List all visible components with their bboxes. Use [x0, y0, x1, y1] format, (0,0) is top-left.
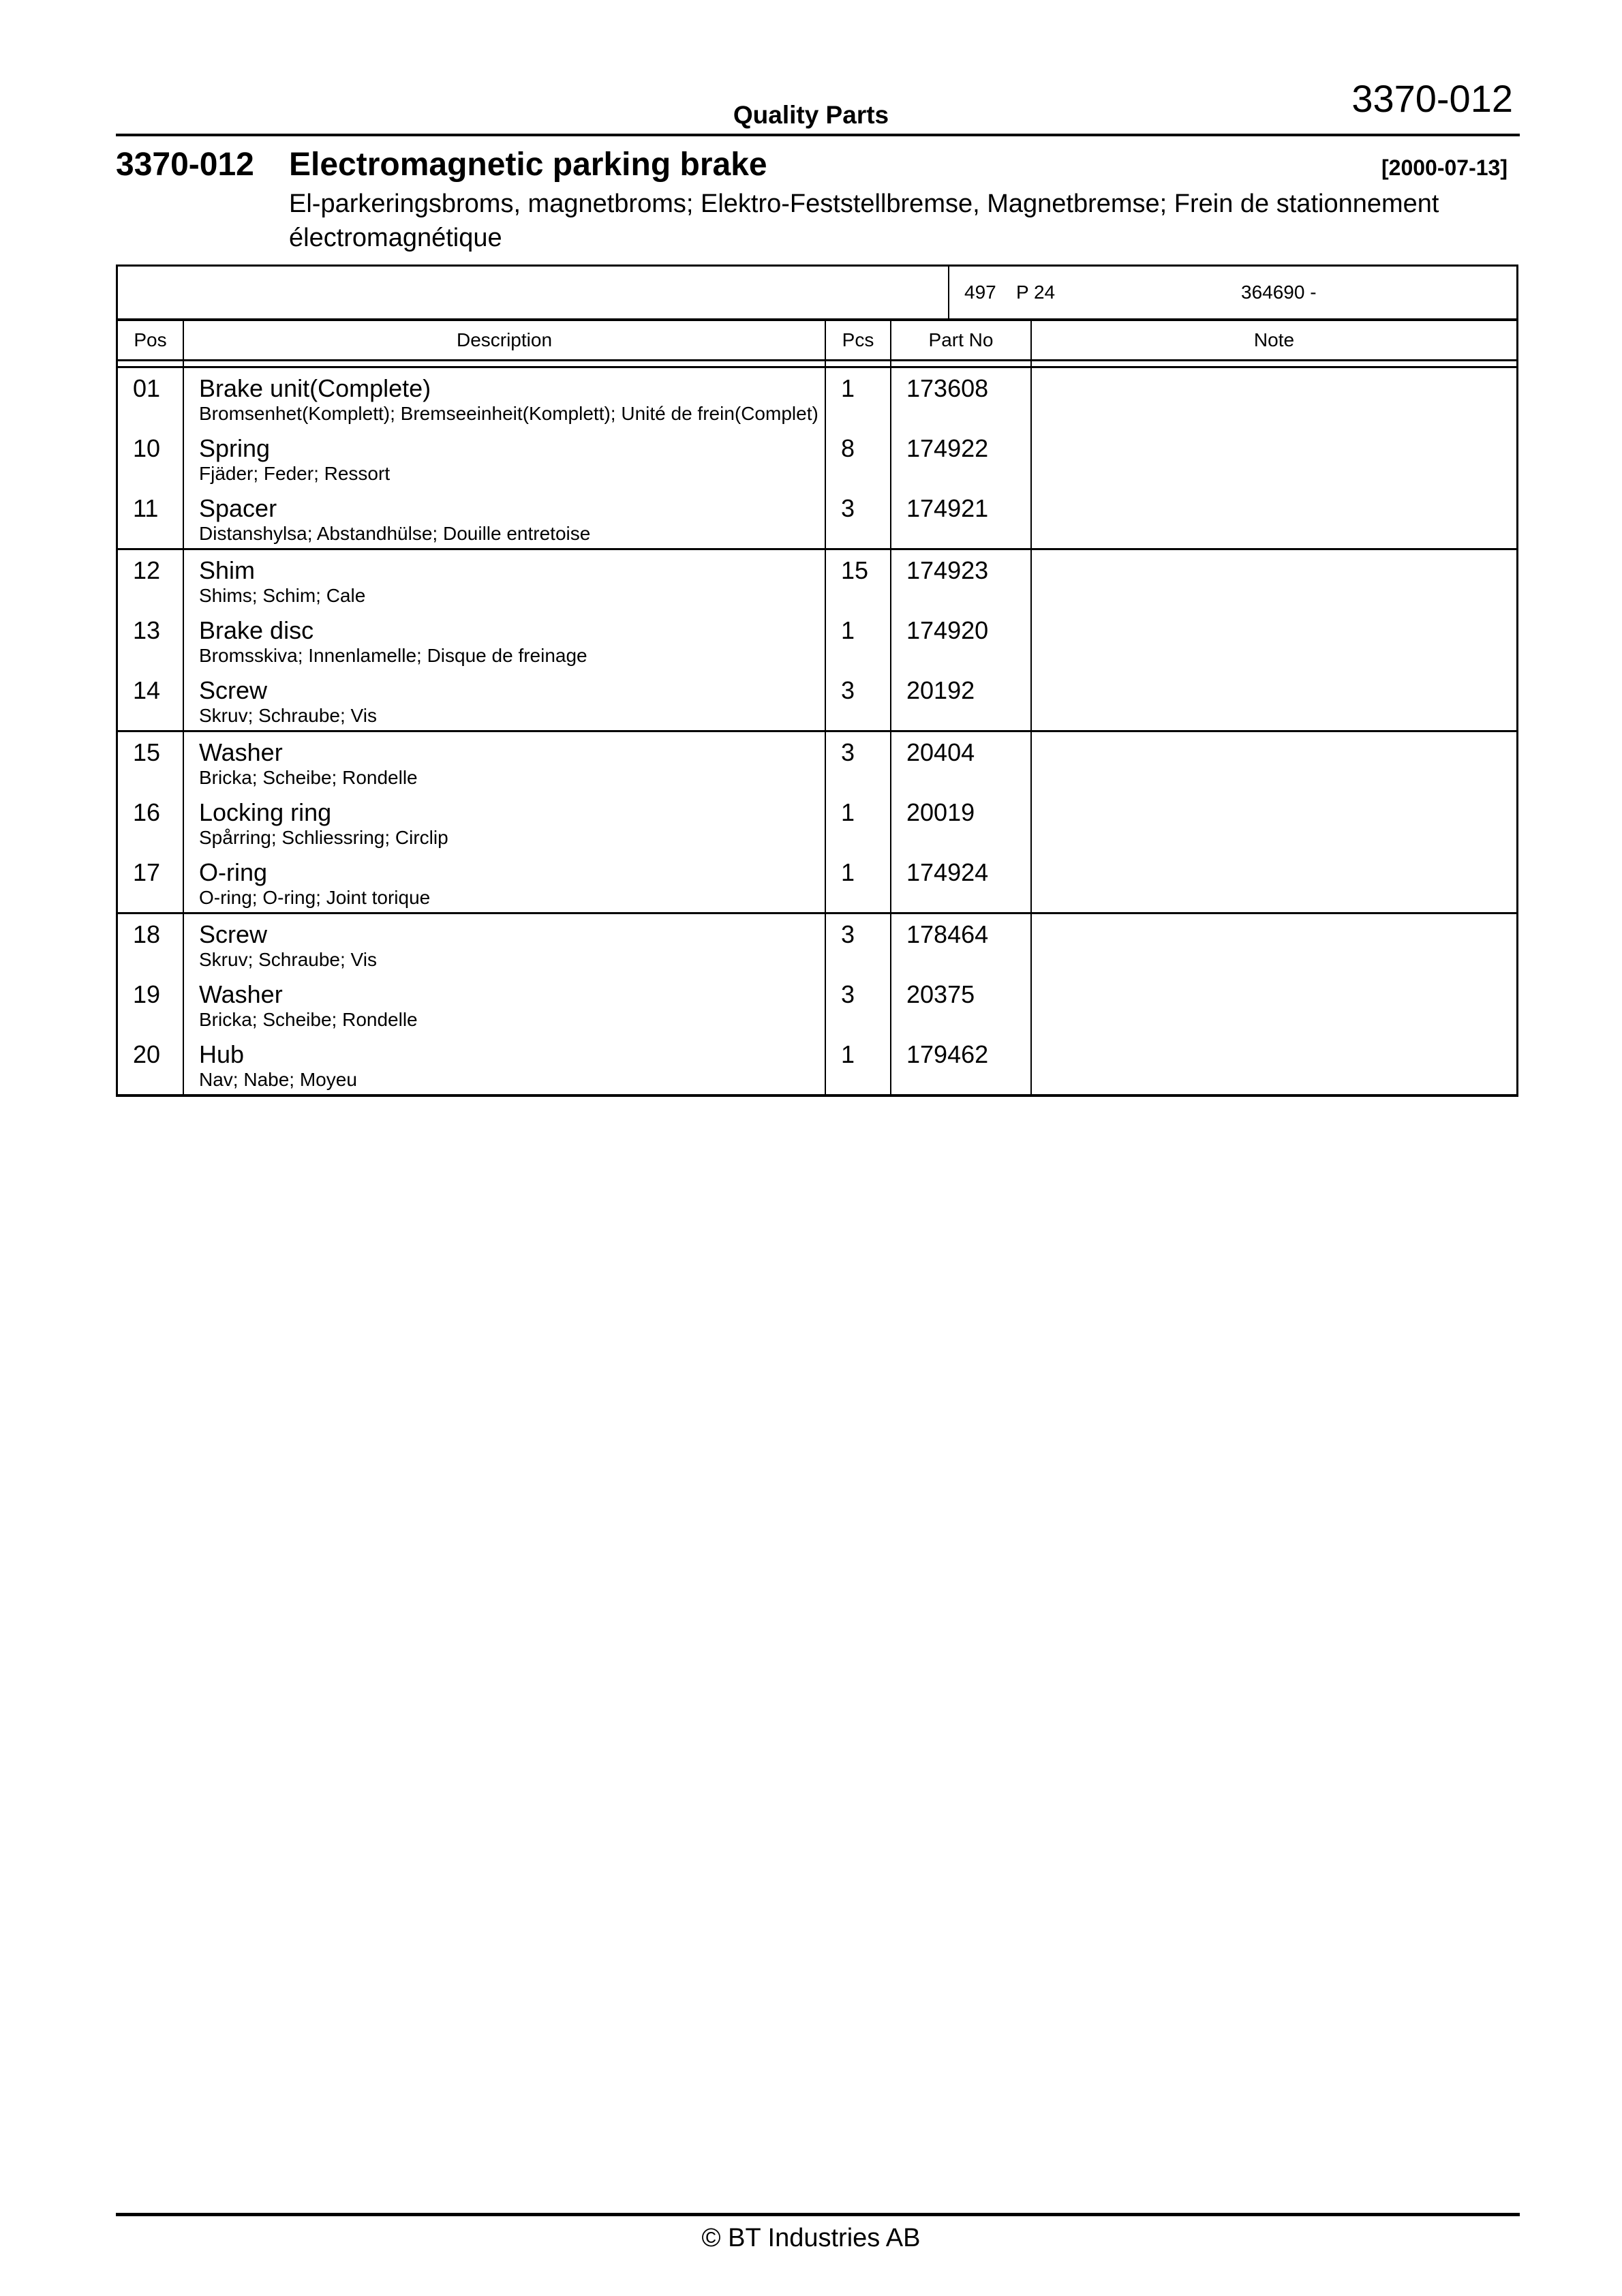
- item-pcs: 3: [841, 980, 855, 1008]
- cell-pos: [118, 550, 184, 730]
- pad: [841, 950, 890, 974]
- item-name: Spacer: [199, 494, 277, 522]
- pad: [841, 1010, 890, 1034]
- cell-part: [891, 368, 1032, 548]
- pad: [1032, 586, 1516, 610]
- item-name: Brake unit(Complete): [199, 374, 431, 402]
- item-name: Washer: [199, 738, 283, 766]
- section-subtitle-translations: El-parkeringsbroms, magnetbroms; Elektro-Feststellbremse, Magnetbremse; Frein de stationnement électromagnétique: [289, 190, 1439, 252]
- page-ref: P 24: [1016, 282, 1056, 303]
- item-note: [1032, 852, 1516, 888]
- item-name: O-ring: [199, 858, 268, 886]
- item-pos: 15: [133, 738, 161, 766]
- pad: [1032, 1070, 1516, 1094]
- item-note: [1032, 488, 1516, 524]
- item-part-no: 174920: [906, 616, 989, 644]
- row-group: [118, 732, 1516, 914]
- item-pcs: 1: [841, 858, 855, 886]
- item-pcs: 3: [841, 494, 855, 522]
- section-title: Electromagnetic parking brake: [289, 147, 767, 183]
- item-pcs: 1: [841, 798, 855, 826]
- cell-part: [891, 550, 1032, 730]
- cell-note: [1032, 550, 1516, 730]
- item-note: [1032, 1034, 1516, 1070]
- item-pcs: 1: [841, 1040, 855, 1068]
- section-date: [2000-07-13]: [1381, 155, 1508, 180]
- pad: [841, 828, 890, 852]
- item-pcs: 3: [841, 738, 855, 766]
- item-note: [1032, 610, 1516, 646]
- item-part-no: 174924: [906, 858, 989, 886]
- pad: [906, 950, 1030, 974]
- model-number: 497: [964, 282, 996, 303]
- serial-range: 364690 -: [1241, 282, 1317, 303]
- cell-desc: [184, 368, 826, 548]
- item-translations: Shims; Schim; Cale: [199, 585, 366, 606]
- item-translations: Skruv; Schraube; Vis: [199, 949, 377, 970]
- item-pos: 18: [133, 920, 161, 948]
- pad: [133, 888, 183, 912]
- item-part-no: 174923: [906, 556, 989, 584]
- cell-pos: [118, 914, 184, 1094]
- cell-note: [1032, 914, 1516, 1094]
- pad: [906, 586, 1030, 610]
- item-part-no: 20192: [906, 676, 975, 704]
- cell-part: [891, 732, 1032, 912]
- item-pos: 13: [133, 616, 161, 644]
- pad: [133, 404, 183, 428]
- pad: [133, 950, 183, 974]
- cell-pos: [118, 368, 184, 548]
- item-pos: 10: [133, 434, 161, 462]
- document-code: 3370-012: [1351, 77, 1513, 120]
- item-name: Locking ring: [199, 798, 332, 826]
- pad: [841, 524, 890, 548]
- info-blank-cell: [118, 267, 949, 318]
- cell-pcs: [826, 914, 891, 1094]
- item-pcs: 8: [841, 434, 855, 462]
- item-part-no: 174921: [906, 494, 989, 522]
- pad: [133, 524, 183, 548]
- pad: [906, 524, 1030, 548]
- info-row: [118, 267, 1516, 321]
- row-group: [118, 368, 1516, 550]
- cell-part: [891, 914, 1032, 1094]
- pad: [133, 706, 183, 730]
- pad: [133, 586, 183, 610]
- pad: [133, 1070, 183, 1094]
- pad: [906, 646, 1030, 670]
- pad: [841, 586, 890, 610]
- item-translations: Distanshylsa; Abstandhülse; Douille entretoise: [199, 523, 591, 544]
- item-pos: 11: [133, 494, 159, 522]
- cell-note: [1032, 732, 1516, 912]
- item-part-no: 179462: [906, 1040, 989, 1068]
- col-header-pcs: Pcs: [826, 321, 891, 359]
- pad: [133, 464, 183, 488]
- item-note: [1032, 792, 1516, 828]
- pad: [1032, 888, 1516, 912]
- item-pos: 16: [133, 798, 161, 826]
- item-part-no: 174922: [906, 434, 989, 462]
- pad: [841, 768, 890, 792]
- cell-pcs: [826, 550, 891, 730]
- item-part-no: 178464: [906, 920, 989, 948]
- pad: [841, 646, 890, 670]
- item-note: [1032, 732, 1516, 768]
- cell-desc: [184, 550, 826, 730]
- item-translations: O-ring; O-ring; Joint torique: [199, 887, 431, 908]
- pad: [133, 1010, 183, 1034]
- parts-table: [116, 265, 1518, 1097]
- cell-pos: [118, 732, 184, 912]
- pad: [133, 828, 183, 852]
- pad: [841, 706, 890, 730]
- item-translations: Bromsskiva; Innenlamelle; Disque de freinage: [199, 645, 587, 666]
- item-translations: Bricka; Scheibe; Rondelle: [199, 1009, 418, 1030]
- pad: [1032, 464, 1516, 488]
- info-cell: [949, 267, 1516, 318]
- item-part-no: 20019: [906, 798, 975, 826]
- item-name: Screw: [199, 920, 268, 948]
- pad: [841, 888, 890, 912]
- item-pos: 01: [133, 374, 161, 402]
- pad: [841, 404, 890, 428]
- item-pos: 12: [133, 556, 161, 584]
- pad: [841, 1070, 890, 1094]
- item-name: Spring: [199, 434, 271, 462]
- pad: [906, 1010, 1030, 1034]
- item-pos: 20: [133, 1040, 161, 1068]
- item-translations: Fjäder; Feder; Ressort: [199, 463, 391, 484]
- item-pcs: 3: [841, 920, 855, 948]
- item-pos: 14: [133, 676, 161, 704]
- cell-desc: [184, 914, 826, 1094]
- pad: [906, 888, 1030, 912]
- col-header-note: Note: [1253, 329, 1295, 350]
- header-divider: [116, 134, 1520, 136]
- item-translations: Nav; Nabe; Moyeu: [199, 1069, 357, 1090]
- footer-copyright: © BT Industries AB: [701, 2224, 921, 2252]
- table-header: [118, 321, 1516, 361]
- cell-note: [1032, 368, 1516, 548]
- cell-desc: [184, 732, 826, 912]
- cell-pcs: [826, 368, 891, 548]
- col-header-pos: Pos: [118, 321, 184, 359]
- pad: [906, 1070, 1030, 1094]
- item-part-no: 173608: [906, 374, 989, 402]
- item-note: [1032, 550, 1516, 586]
- item-name: Screw: [199, 676, 268, 704]
- item-name: Brake disc: [199, 616, 314, 644]
- item-pcs: 15: [841, 556, 869, 584]
- pad: [133, 768, 183, 792]
- footer-divider: [116, 2213, 1520, 2216]
- item-pos: 19: [133, 980, 161, 1008]
- item-pcs: 3: [841, 676, 855, 704]
- item-pcs: 1: [841, 374, 855, 402]
- item-name: Washer: [199, 980, 283, 1008]
- item-note: [1032, 368, 1516, 404]
- header-title: Quality Parts: [733, 101, 889, 129]
- col-header-part-no: Part No: [891, 321, 1032, 359]
- pad: [1032, 828, 1516, 852]
- item-pos: 17: [133, 858, 161, 886]
- pad: [133, 646, 183, 670]
- pad: [906, 828, 1030, 852]
- pad: [841, 464, 890, 488]
- item-note: [1032, 914, 1516, 950]
- item-note: [1032, 670, 1516, 706]
- pad: [1032, 950, 1516, 974]
- item-part-no: 20404: [906, 738, 975, 766]
- item-translations: Bricka; Scheibe; Rondelle: [199, 767, 418, 788]
- header-spacer: [118, 361, 1516, 368]
- item-note: [1032, 428, 1516, 464]
- item-part-no: 20375: [906, 980, 975, 1008]
- item-pcs: 1: [841, 616, 855, 644]
- item-name: Hub: [199, 1040, 245, 1068]
- pad: [906, 464, 1030, 488]
- item-translations: Bromsenhet(Komplett); Bremseeinheit(Komplett); Unité de frein(Complet): [199, 403, 818, 424]
- pad: [1032, 706, 1516, 730]
- pad: [906, 706, 1030, 730]
- cell-pcs: [826, 732, 891, 912]
- section-code: 3370-012: [116, 147, 254, 183]
- pad: [1032, 646, 1516, 670]
- item-name: Shim: [199, 556, 256, 584]
- pad: [906, 404, 1030, 428]
- col-header-description: Description: [184, 321, 826, 359]
- item-translations: Skruv; Schraube; Vis: [199, 705, 377, 726]
- pad: [906, 768, 1030, 792]
- row-group: [118, 550, 1516, 732]
- pad: [1032, 768, 1516, 792]
- pad: [1032, 1010, 1516, 1034]
- row-group: [118, 914, 1516, 1094]
- pad: [1032, 404, 1516, 428]
- item-note: [1032, 974, 1516, 1010]
- pad: [1032, 524, 1516, 548]
- item-translations: Spårring; Schliessring; Circlip: [199, 827, 448, 848]
